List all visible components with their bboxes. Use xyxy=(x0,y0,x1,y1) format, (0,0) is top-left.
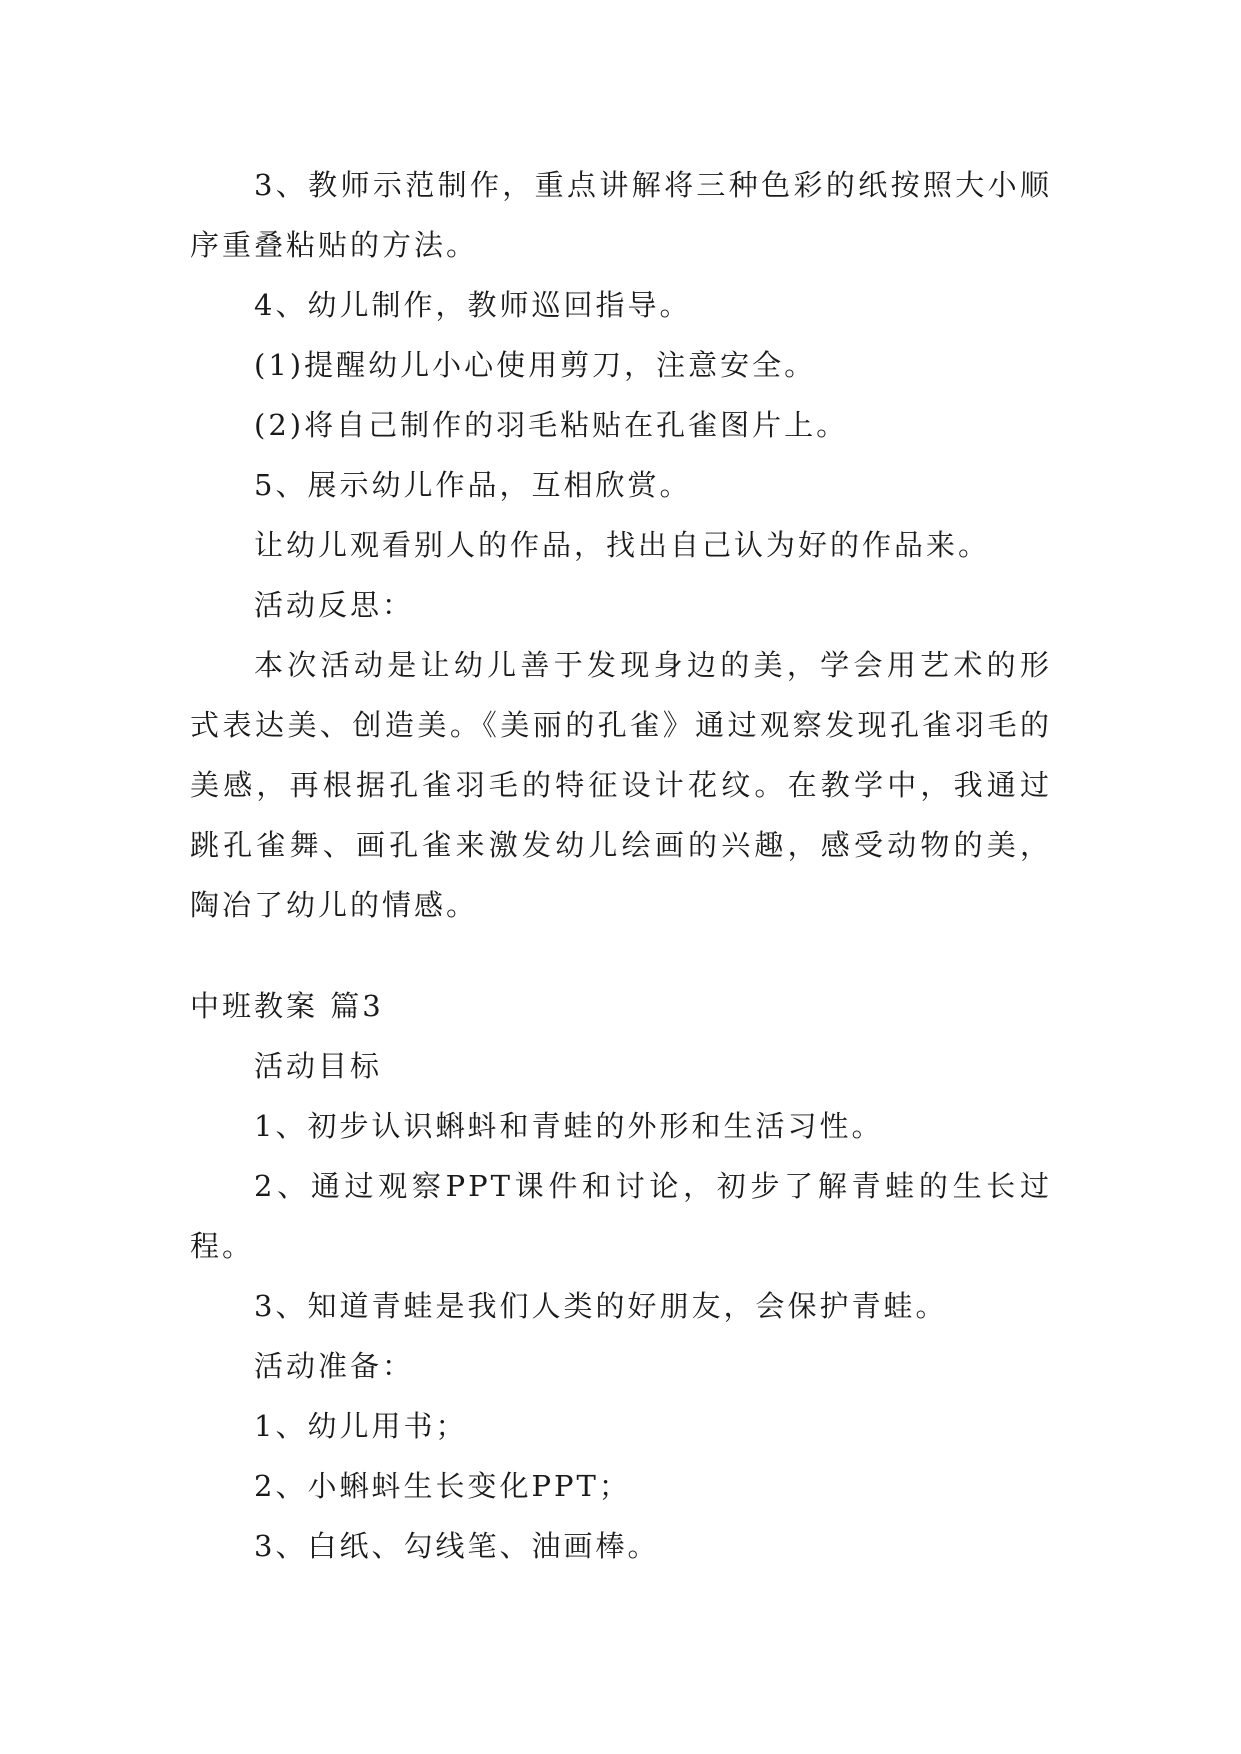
previous-section-body xyxy=(190,155,1052,935)
paragraph-step-4: 4、幼儿制作，教师巡回指导。 xyxy=(254,288,692,322)
goals-heading: 活动目标 xyxy=(254,1049,383,1083)
paragraph-step-5-detail: 让幼儿观看别人的作品，找出自己认为好的作品来。 xyxy=(254,528,991,562)
paragraph-step-4-1: (1)提醒幼儿小心使用剪刀，注意安全。 xyxy=(254,348,817,382)
section-3-heading: 中班教案 篇3 xyxy=(190,989,384,1023)
goal-2: 2、通过观察PPT课件和讨论，初步了解青蛙的生长过程。 xyxy=(190,1169,1052,1263)
paragraph-reflection-body: 本次活动是让幼儿善于发现身边的美，学会用艺术的形式表达美、创造美。《美丽的孔雀》通过观察发现孔雀羽毛的美感，再根据孔雀羽毛的特征设计花纹。在教学中，我通过跳孔雀舞、画孔雀来激发幼儿绘画的兴趣，感受动物的美，陶冶了幼儿的情感。 xyxy=(190,648,1052,922)
preparation-3: 3、白纸、勾线笔、油画棒。 xyxy=(254,1529,660,1563)
paragraph-step-5: 5、展示幼儿作品，互相欣赏。 xyxy=(254,468,692,502)
paragraph-step-4-2: (2)将自己制作的羽毛粘贴在孔雀图片上。 xyxy=(254,408,849,442)
preparation-2: 2、小蝌蚪生长变化PPT； xyxy=(254,1469,631,1503)
section-3 xyxy=(190,976,1052,1576)
preparation-heading: 活动准备： xyxy=(254,1349,415,1383)
preparation-1: 1、幼儿用书； xyxy=(254,1409,468,1443)
paragraph-reflection-heading: 活动反思： xyxy=(254,588,415,622)
goal-1: 1、初步认识蝌蚪和青蛙的外形和生活习性。 xyxy=(254,1109,884,1143)
paragraph-step-3: 3、教师示范制作，重点讲解将三种色彩的纸按照大小顺序重叠粘贴的方法。 xyxy=(190,168,1052,262)
goal-3: 3、知道青蛙是我们人类的好朋友，会保护青蛙。 xyxy=(254,1289,948,1323)
